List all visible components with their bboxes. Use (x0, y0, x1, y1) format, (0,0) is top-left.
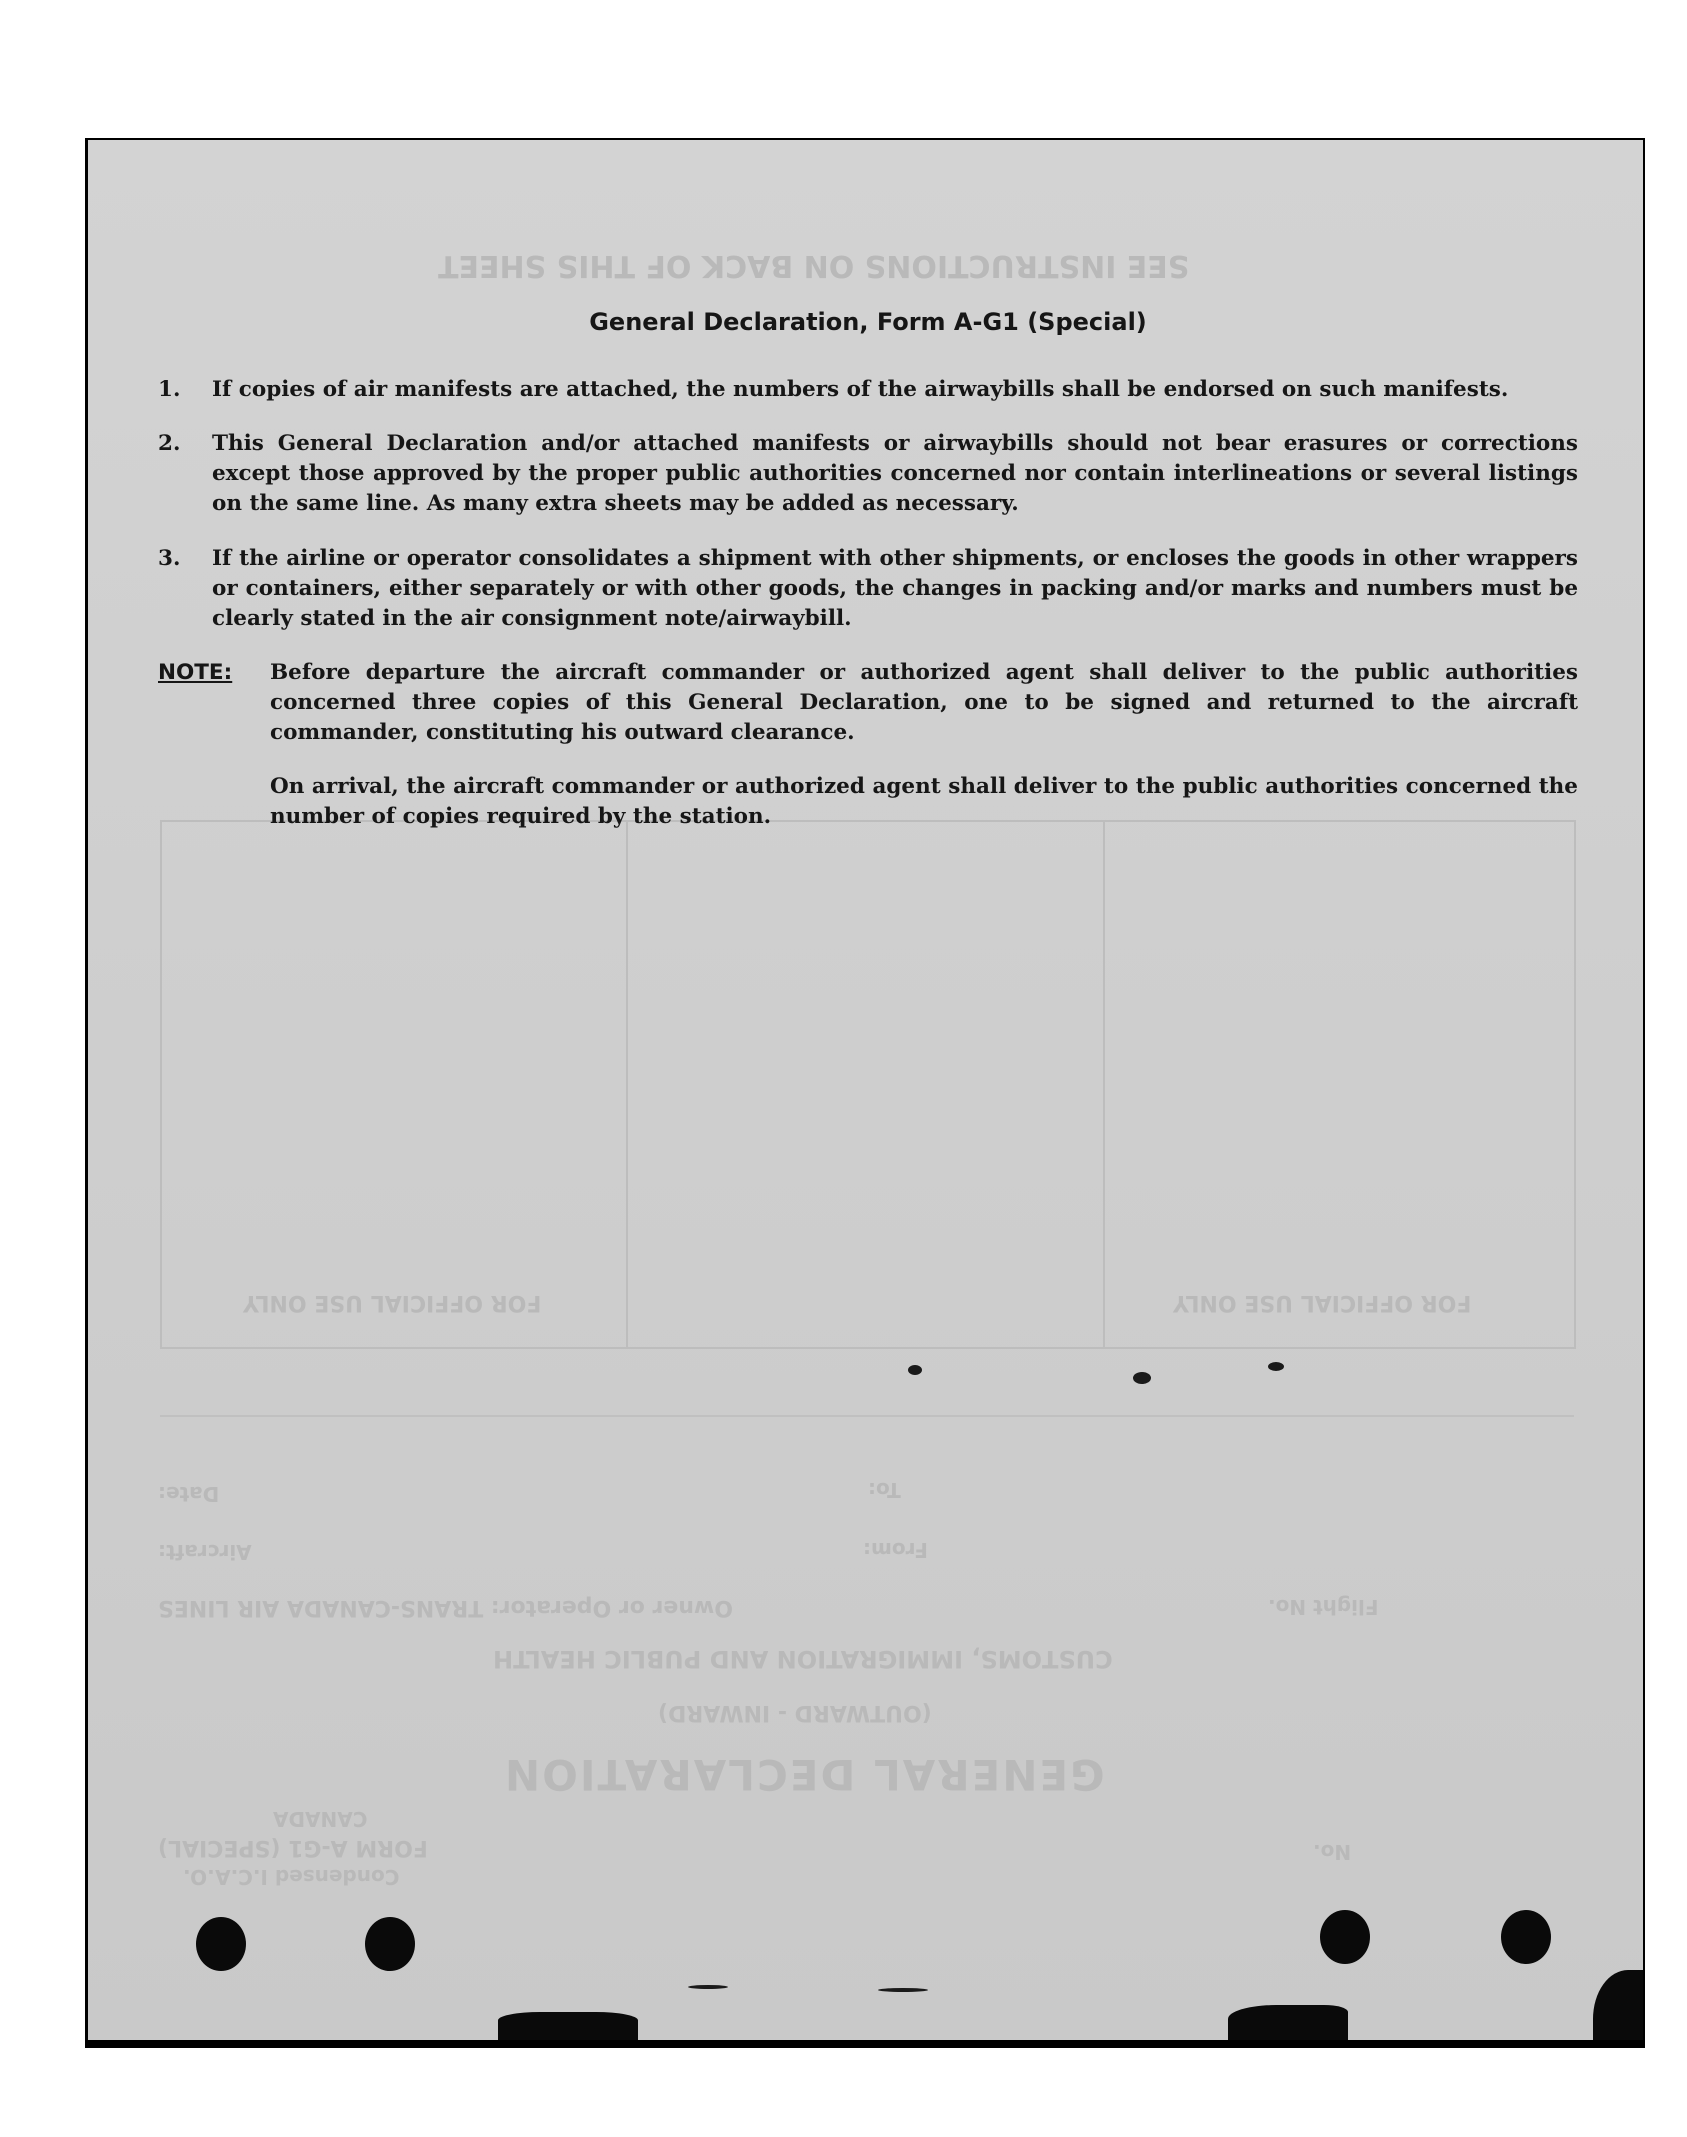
punch-hole-4 (1501, 1910, 1551, 1964)
note-paragraph-departure: Before departure the aircraft commander or authorized agent shall deliver to the public authorities concerned three copies of this General Declaration, one to be signed and returned to the aircraft commander, constituting his outward clearance. (270, 660, 1578, 745)
ghost-official-use-right: FOR OFFICIAL USE ONLY (1173, 1290, 1472, 1315)
item-number: 1. (158, 377, 181, 402)
ghost-date-label: Date: (158, 1482, 220, 1506)
bottom-tear-left (498, 2012, 638, 2040)
punch-hole-1 (196, 1917, 246, 1971)
ghost-direction: (OUTWARD - INWARD) (658, 1700, 932, 1725)
scan-speck (1133, 1372, 1151, 1384)
item-number: 3. (158, 546, 181, 571)
note-paragraph-arrival: On arrival, the aircraft commander or authorized agent shall deliver to the public authorities concerned the number of copies required by the station. (270, 774, 1578, 829)
ghost-official-box (160, 820, 1576, 1349)
ghost-divider-left (626, 820, 628, 1347)
ghost-rule (160, 1415, 1574, 1417)
ghost-no-label: No. (1313, 1840, 1352, 1864)
ghost-country: CANADA (273, 1807, 368, 1831)
ghost-from-label: From: (863, 1538, 928, 1562)
ghost-aircraft-label: Aircraft: (158, 1540, 252, 1564)
note-block (158, 658, 1578, 748)
item-text: If the airline or operator consolidates a shipment with other shipments, or encloses the goods in other wrappers or containers, either separately or with other goods, the changes in packing and/or marks and numbers must be clearly stated in the air consignment note/airwaybill. (212, 546, 1578, 631)
ghost-big-title: GENERAL DECLARATION (503, 1750, 1105, 1799)
scan-speck (908, 1365, 922, 1375)
ghost-services: CUSTOMS, IMMIGRATION AND PUBLIC HEALTH (493, 1645, 1113, 1673)
instruction-item-2 (158, 429, 1578, 519)
scan-speck (878, 1988, 928, 1992)
form-page (88, 140, 1643, 2040)
item-text: If copies of air manifests are attached, the numbers of the airwaybills shall be endorsed on such manifests. (212, 377, 1509, 402)
corner-tear (1593, 1970, 1643, 2040)
note-block-arrival (158, 772, 1578, 832)
punch-hole-3 (1320, 1910, 1370, 1964)
scan-speck (1268, 1362, 1284, 1371)
ghost-owner-line: Owner or Operator: TRANS-CANADA AIR LINES (158, 1595, 733, 1620)
ghost-condensed: Condensed I.C.A.O. (183, 1865, 400, 1889)
punch-hole-2 (365, 1917, 415, 1971)
bottom-tear-right (1228, 2005, 1348, 2040)
ghost-form-code: FORM A-G1 (SPECIAL) (158, 1835, 428, 1860)
ghost-top-heading: SEE INSTRUCTIONS ON BACK OF THIS SHEET (438, 248, 1190, 283)
form-title: General Declaration, Form A-G1 (Special) (589, 308, 1147, 336)
instruction-item-3 (158, 544, 1578, 634)
item-text: This General Declaration and/or attached manifests or airwaybills should not bear erasures or corrections except those approved by the proper public authorities concerned nor contain interlineations or several listings on the same line. As many extra sheets may be added as necessary. (212, 431, 1578, 516)
note-label: NOTE: (158, 660, 233, 685)
ghost-official-use-left: FOR OFFICIAL USE ONLY (243, 1290, 542, 1315)
scan-speck (688, 1985, 728, 1989)
ghost-flight-no: Flight No. (1268, 1595, 1379, 1619)
instruction-item-1 (158, 375, 1578, 405)
item-number: 2. (158, 431, 181, 456)
ghost-to-label: To: (868, 1478, 901, 1502)
ghost-divider-right (1103, 820, 1105, 1347)
